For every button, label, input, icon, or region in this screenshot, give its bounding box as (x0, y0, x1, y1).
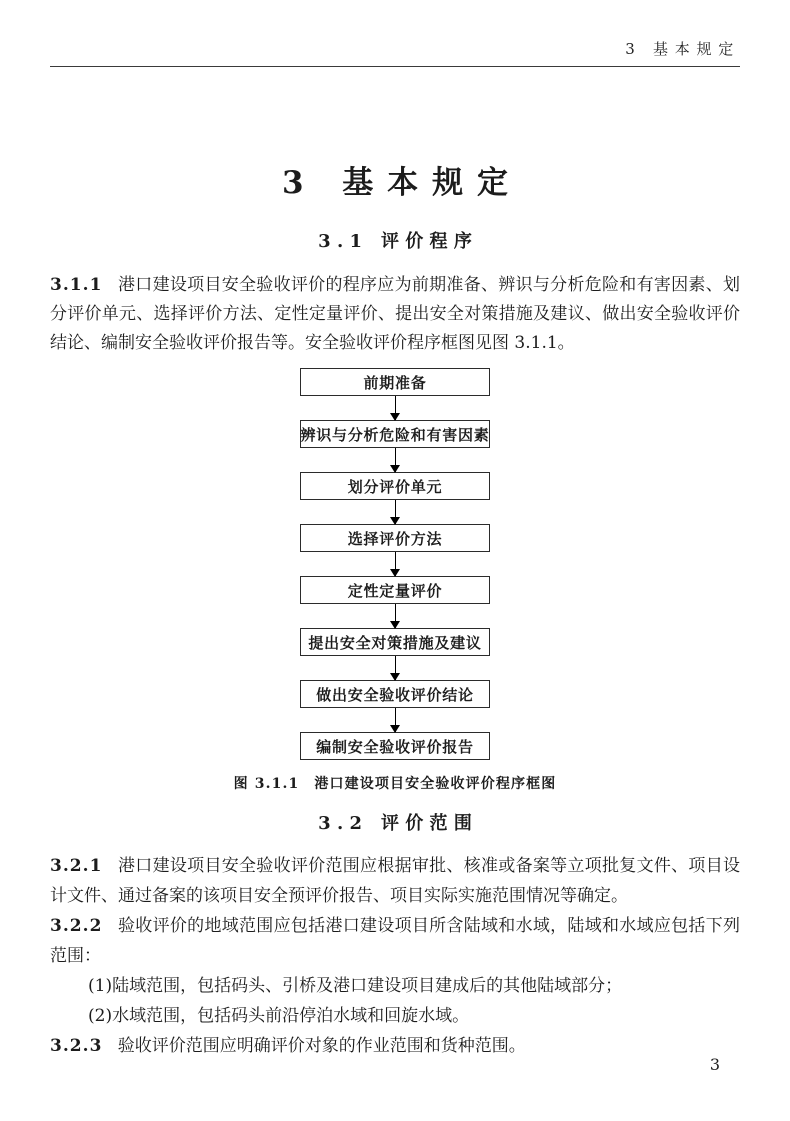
paragraph-3-2-2 (50, 911, 740, 971)
clause-text-3-1-1: 港口建设项目安全验收评价的程序应为前期准备、辨识与分析危险和有害因素、划分评价单元、选择评价方法、定性定量评价、提出安全对策措施及建议、做出安全验收评价结论、编制安全验收评价报告等。安全验收评价程序框图见图 3.1.1。 (50, 275, 740, 353)
running-header-title: 3 基本规定 (625, 40, 740, 58)
down-arrow-icon (395, 552, 396, 576)
flowchart-step-8: 编制安全验收评价报告 (300, 732, 490, 760)
flowchart-step-6: 提出安全对策措施及建议 (300, 628, 490, 656)
clause-number-3-2-1: 3.2.1 (50, 856, 103, 876)
clause-text-3-2-3: 验收评价范围应明确评价对象的作业范围和货种范围。 (117, 1036, 526, 1056)
paragraph-3-2-1 (50, 851, 740, 911)
down-arrow-icon (395, 708, 396, 732)
clause-text-3-2-1: 港口建设项目安全验收评价范围应根据审批、核准或备案等立项批复文件、项目设计文件、通过备案的该项目安全预评价报告、项目实际实施范围情况等确定。 (50, 856, 740, 906)
figure-caption: 图 3.1.1 港口建设项目安全验收评价程序框图 (233, 776, 557, 792)
flowchart-step-5: 定性定量评价 (300, 576, 490, 604)
chapter-title: 3 基本规定 (281, 165, 522, 201)
paragraph-3-2-3 (50, 1031, 740, 1061)
page-number: 3 (709, 1055, 720, 1074)
down-arrow-icon (395, 396, 396, 420)
clause-number-3-2-2: 3.2.2 (50, 916, 103, 936)
down-arrow-icon (395, 448, 396, 472)
flowchart-step-2: 辨识与分析危险和有害因素 (300, 420, 490, 448)
section-3-2-body (50, 851, 740, 1061)
clause-number-3-1-1: 3.1.1 (50, 275, 103, 295)
list-item-2: (2)水域范围，包括码头前沿停泊水域和回旋水域。 (88, 1006, 470, 1026)
header-rule (50, 66, 740, 67)
down-arrow-icon (395, 656, 396, 680)
section-3-2-heading: 3.2 评价范围 (318, 813, 479, 834)
clause-text-3-2-2: 验收评价的地域范围应包括港口建设项目所含陆域和水域，陆域和水域应包括下列范围： (50, 916, 740, 966)
down-arrow-icon (395, 500, 396, 524)
flowchart-step-4: 选择评价方法 (300, 524, 490, 552)
clause-number-3-2-3: 3.2.3 (50, 1036, 103, 1056)
running-header (50, 38, 740, 60)
paragraph-3-1-1 (50, 271, 740, 358)
flowchart-figure (50, 368, 740, 793)
flowchart-step-1: 前期准备 (300, 368, 490, 396)
flowchart-step-3: 划分评价单元 (300, 472, 490, 500)
flowchart-step-7: 做出安全验收评价结论 (300, 680, 490, 708)
list-item-1: (1)陆域范围，包括码头、引桥及港口建设项目建成后的其他陆域部分； (88, 976, 623, 996)
down-arrow-icon (395, 604, 396, 628)
section-3-1-heading: 3.1 评价程序 (318, 231, 479, 252)
